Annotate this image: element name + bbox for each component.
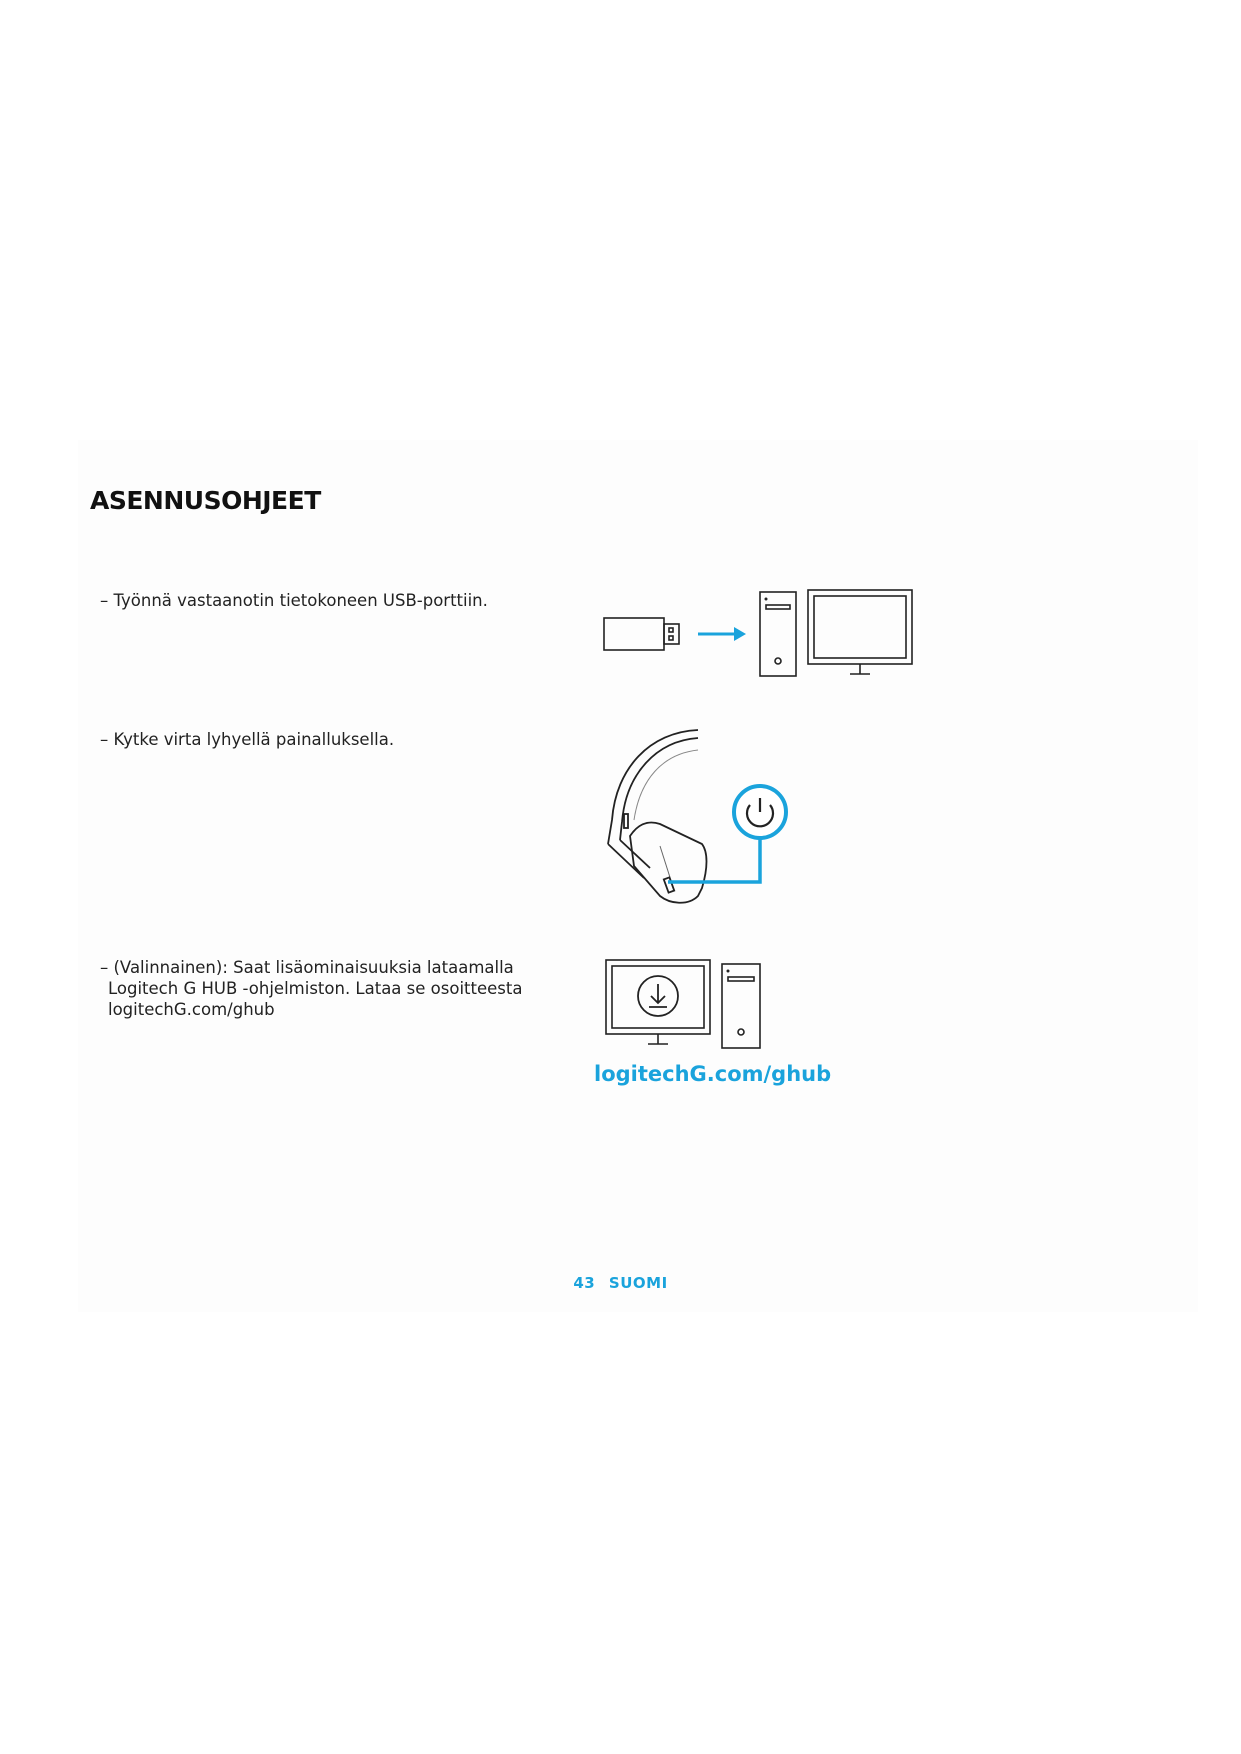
step-2-text: – Kytke virta lyhyellä painalluksella. [100,730,395,749]
usb-receiver-to-computer-icon [600,588,930,682]
step-3-line-2: Logitech G HUB -ohjelmiston. Lataa se osoitteesta [108,979,523,998]
usb-dongle-body-icon [604,618,664,650]
step-3-text [100,957,540,1020]
arrow-right-icon [698,627,746,641]
computer-download-icon [604,958,764,1058]
ghub-url-link[interactable]: logitechG.com/ghub [594,1062,832,1086]
page-footer [0,1274,1241,1292]
step-1-text: – Työnnä vastaanotin tietokoneen USB-porttiin. [100,591,488,610]
language-label: SUOMI [608,1274,668,1292]
headset-icon [608,730,707,903]
usb-plug-icon [664,624,679,644]
page-title: ASENNUSOHJEET [90,486,321,515]
monitor-icon [808,590,912,664]
step-3-line-1: – (Valinnainen): Saat lisäominaisuuksia lataamalla [100,958,514,977]
headset-power-button-icon [590,728,810,928]
step-3-line-3: logitechG.com/ghub [108,1000,275,1019]
page-number: 43 [573,1274,596,1292]
download-icon [638,976,678,1016]
power-button-icon [668,786,786,882]
